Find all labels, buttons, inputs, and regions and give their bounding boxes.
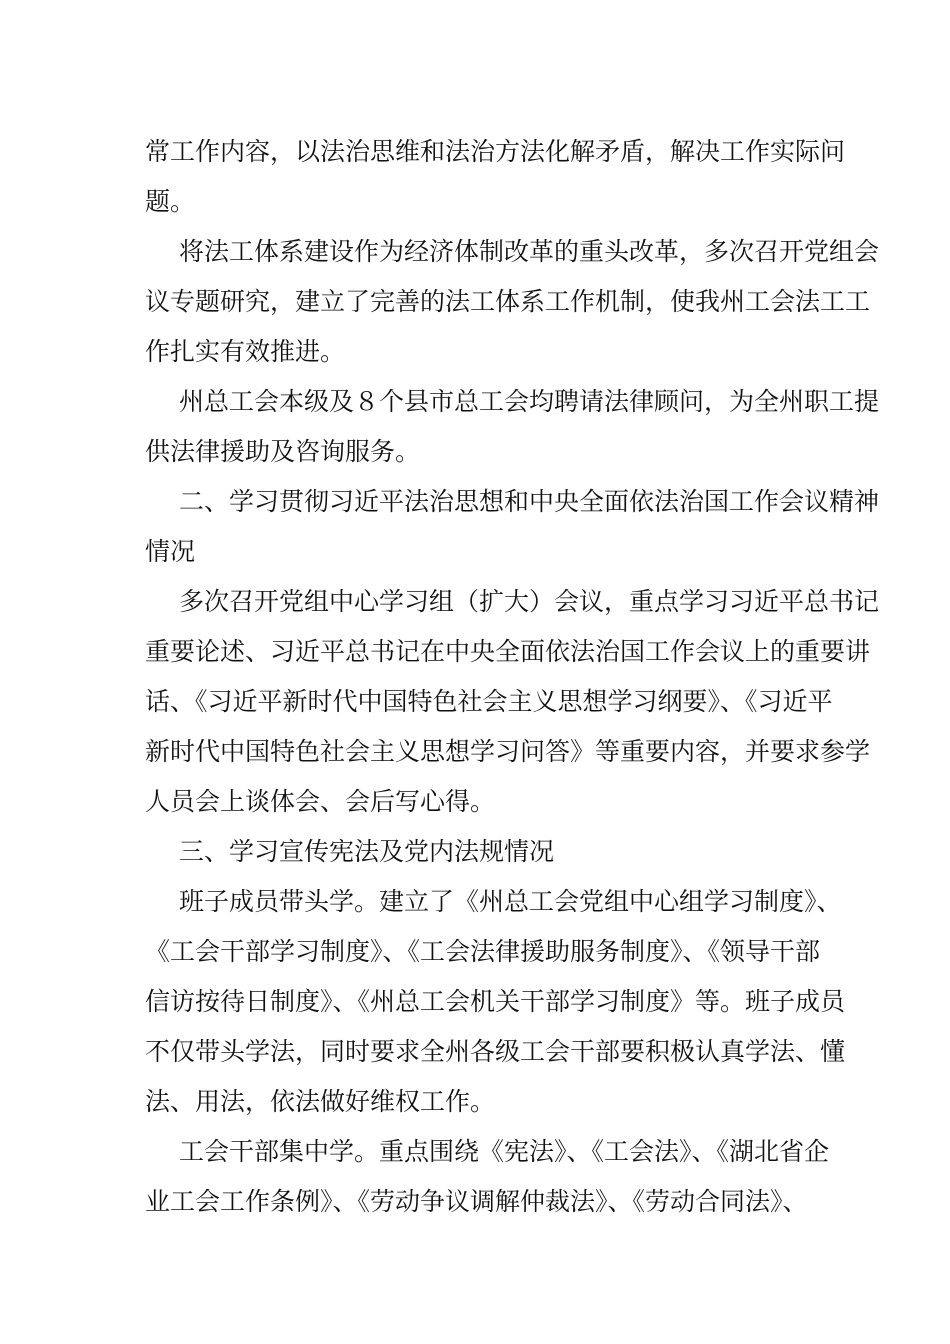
text-line bbox=[0, 1077, 950, 1127]
text-line bbox=[0, 727, 950, 777]
text-line bbox=[0, 1127, 950, 1177]
line-text: 人员会上谈体会、会后写心得。 bbox=[145, 787, 496, 816]
line-text: 二、学习贯彻习近平法治思想和中央全面依法治国工作会议精神 bbox=[179, 487, 880, 516]
line-text: 话、《习近平新时代中国特色社会主义思想学习纲要》、《习近平 bbox=[145, 687, 833, 716]
text-line bbox=[0, 277, 950, 327]
text-line bbox=[0, 877, 950, 927]
line-text: 班子成员带头学。建立了《州总工会党组中心组学习制度》、 bbox=[179, 887, 842, 916]
text-line bbox=[0, 827, 950, 877]
line-text: 工会干部集中学。重点围绕《宪法》、《工会法》、《湖北省企 bbox=[179, 1137, 830, 1166]
line-text: 法、用法，依法做好维权工作。 bbox=[145, 1087, 496, 1116]
line-text: 三、学习宣传宪法及党内法规情况 bbox=[179, 837, 555, 866]
line-text: 新时代中国特色社会主义思想学习问答》等重要内容，并要求参学 bbox=[145, 737, 871, 766]
text-line bbox=[0, 227, 950, 277]
text-line bbox=[0, 777, 950, 827]
text-line bbox=[0, 427, 950, 477]
line-text: 多次召开党组中心学习组（扩大）会议，重点学习习近平总书记 bbox=[179, 587, 880, 616]
text-line bbox=[0, 127, 950, 177]
line-text: 议专题研究，建立了完善的法工体系工作机制，使我州工会法工工 bbox=[145, 287, 871, 316]
line-text: 将法工体系建设作为经济体制改革的重头改革，多次召开党组会 bbox=[179, 237, 880, 266]
line-text: 业工会工作条例》、《劳动争议调解仲裁法》、《劳动合同法》、 bbox=[145, 1187, 808, 1216]
text-line bbox=[0, 177, 950, 227]
line-text: 不仅带头学法，同时要求全州各级工会干部要积极认真学法、懂 bbox=[145, 1037, 846, 1066]
text-line bbox=[0, 377, 950, 427]
text-line bbox=[0, 477, 950, 527]
line-text: 信访按待日制度》、《州总工会机关干部学习制度》等。班子成员 bbox=[145, 987, 846, 1016]
text-line bbox=[0, 1177, 950, 1227]
text-line bbox=[0, 577, 950, 627]
line-text: 州总工会本级及８个县市总工会均聘请法律顾问，为全州职工提 bbox=[179, 387, 880, 416]
text-line bbox=[0, 627, 950, 677]
text-line bbox=[0, 677, 950, 727]
text-line bbox=[0, 1027, 950, 1077]
line-text: 题。 bbox=[145, 187, 196, 216]
text-line bbox=[0, 327, 950, 377]
line-text: 《工会干部学习制度》、《工会法律援助服务制度》、《领导干部 bbox=[145, 937, 821, 966]
line-text: 供法律援助及咨询服务。 bbox=[145, 437, 421, 466]
text-line bbox=[0, 527, 950, 577]
line-text: 重要论述、习近平总书记在中央全面依法治国工作会议上的重要讲 bbox=[145, 637, 871, 666]
text-line bbox=[0, 977, 950, 1027]
line-text: 作扎实有效推进。 bbox=[145, 337, 346, 366]
text-line bbox=[0, 927, 950, 977]
line-text: 情况 bbox=[145, 537, 196, 566]
line-text: 常工作内容，以法治思维和法治方法化解矛盾，解决工作实际问 bbox=[145, 137, 846, 166]
